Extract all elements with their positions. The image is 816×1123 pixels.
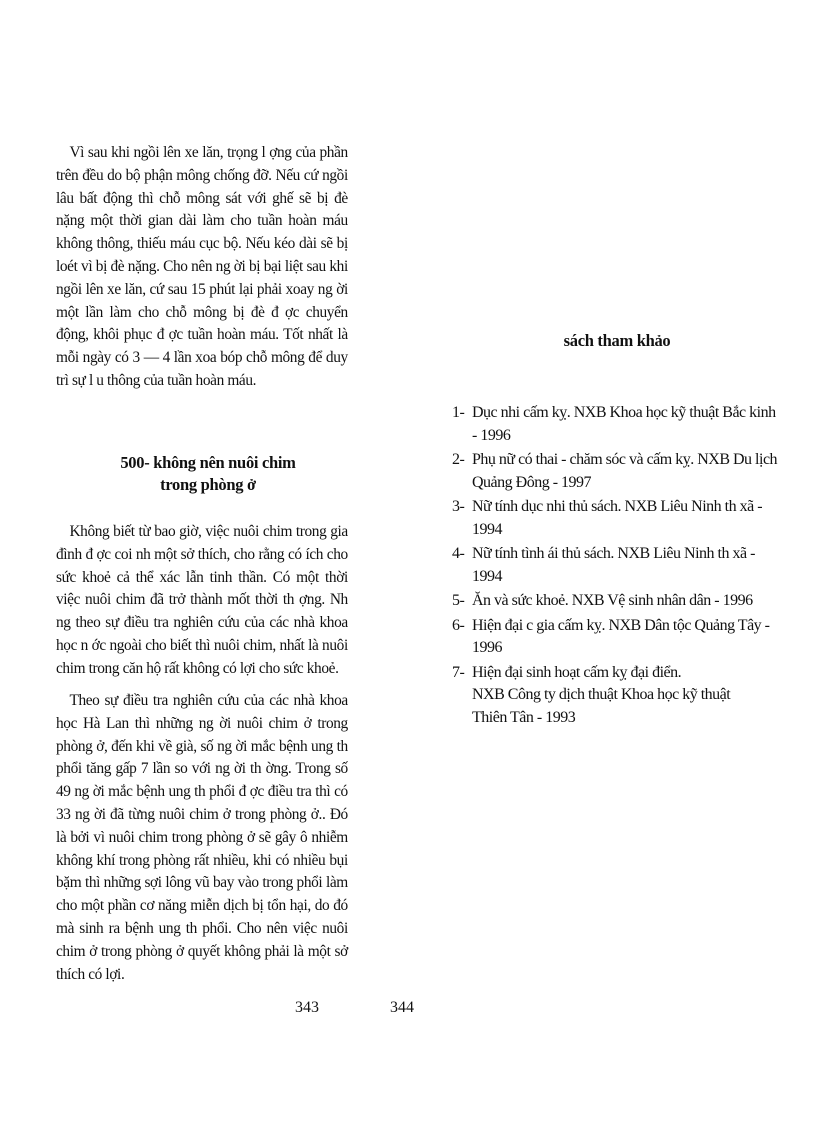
paragraph-research: Theo sự điều tra nghiên cứu của các nhà khoa học Hà Lan thì những ng ời nuôi chim ở trong phòng ở, đến khi về già, số ng ời mắc bệnh ung th phổi tăng gấp 7 lần so với ng ời th ờng. Trong số 49 ng ời mắc bệnh ung th phổi đ ợc điều tra thì có 33 ng ời đã từng nuôi chim ở trong phòng ở.. Đó là bởi vì nuôi chim trong phòng ở sẽ gây ô nhiễm không khí trong phòng rất nhiều, khi có nhiều bụi bặm thì những sợi lông vũ bay vào trong phổi làm cho một phần cơ năng miễn dịch bị tổn hại, do đó mà sinh ra bệnh ung th phổi. Cho nên việc nuôi chim ở trong phòng ở quyết không phải là một sở thích có lợi. [56, 692, 348, 983]
reference-list [452, 402, 782, 731]
page-number-left: 343 [295, 999, 319, 1016]
reference-number: 6- [452, 616, 465, 634]
reference-number: 3- [452, 498, 465, 515]
paragraph-wheelchair: Vì sau khi ngồi lên xe lăn, trọng l ợng của phần trên đều do bộ phận mông chống đỡ. Nếu cứ ngồi lâu bất động thì chỗ mông sát với ghế sẽ bị đè nặng một thời gian dài làm cho tuần hoàn máu không thông, thiếu máu cục bộ. Nếu kéo dài sẽ bị loét vì bị đè nặng. Cho nên ng ời bị bại liệt sau khi ngồi lên xe lăn, cứ sau 15 phút lại phải xoay ng ời một lần làm cho chỗ mông bị đè đ ợc chuyển động, khôi phục đ ợc tuần hoàn máu. Tốt nhất là mỗi ngày có 3 — 4 lần xoa bóp chỗ mông để duy trì sự l u thông của tuần hoàn máu. [56, 144, 348, 389]
reference-item [452, 615, 782, 660]
reference-number: 7- [452, 663, 465, 681]
reference-text: Nữ tính tình ái thủ sách. NXB Liêu Ninh th xã - 1994 [472, 545, 755, 585]
reference-item [452, 496, 782, 541]
reference-item [452, 590, 782, 613]
reference-number: 5- [452, 592, 465, 609]
reference-text: Dục nhi cấm kỵ. NXB Khoa học kỹ thuật Bắc kinh - 1996 [472, 404, 776, 444]
reference-text: Hiện đại c gia cấm kỵ. NXB Dân tộc Quảng Tây - 1996 [472, 616, 770, 656]
reference-number: 4- [452, 545, 465, 562]
reference-item [452, 449, 782, 494]
section-heading-line-2: trong phòng ở [160, 475, 256, 494]
section-heading [56, 452, 360, 496]
reference-text: Phụ nữ có thai - chăm sóc và cấm kỵ. NXB Du lịch Quảng Đông - 1997 [472, 451, 778, 491]
reference-text: Ăn và sức khoẻ. NXB Vệ sinh nhân dân - 1996 [472, 592, 753, 609]
reference-text: Hiện đại sinh hoạt cấm kỵ đại điển. NXB Công ty dịch thuật Khoa học kỹ thuật Thiên Tân - 1993 [472, 663, 731, 726]
references-heading: sách tham khảo [563, 331, 671, 350]
reference-text: Nữ tính dục nhi thủ sách. NXB Liêu Ninh th xã - 1994 [472, 498, 763, 538]
reference-item [452, 662, 782, 730]
reference-number: 2- [452, 451, 465, 468]
page-number-right: 344 [390, 999, 414, 1016]
reference-item [452, 402, 782, 447]
reference-number: 1- [452, 404, 465, 421]
section-heading-line-1: 500- không nên nuôi chim [120, 453, 296, 472]
reference-item [452, 543, 782, 588]
paragraph-bird-keeping: Không biết từ bao giờ, việc nuôi chim trong gia đình đ ợc coi nh một sở thích, cho rằng có ích cho sức khoẻ cả thể xác lẫn tinh thần. Có một thời việc nuôi chim đã trở thành mốt thời th ợng. Nh ng theo sự điều tra nghiên cứu của các nhà khoa học n ớc ngoài cho biết thì nuôi chim, nhất là nuôi chim trong căn hộ rất không có lợi cho sức khoẻ. [56, 523, 348, 677]
